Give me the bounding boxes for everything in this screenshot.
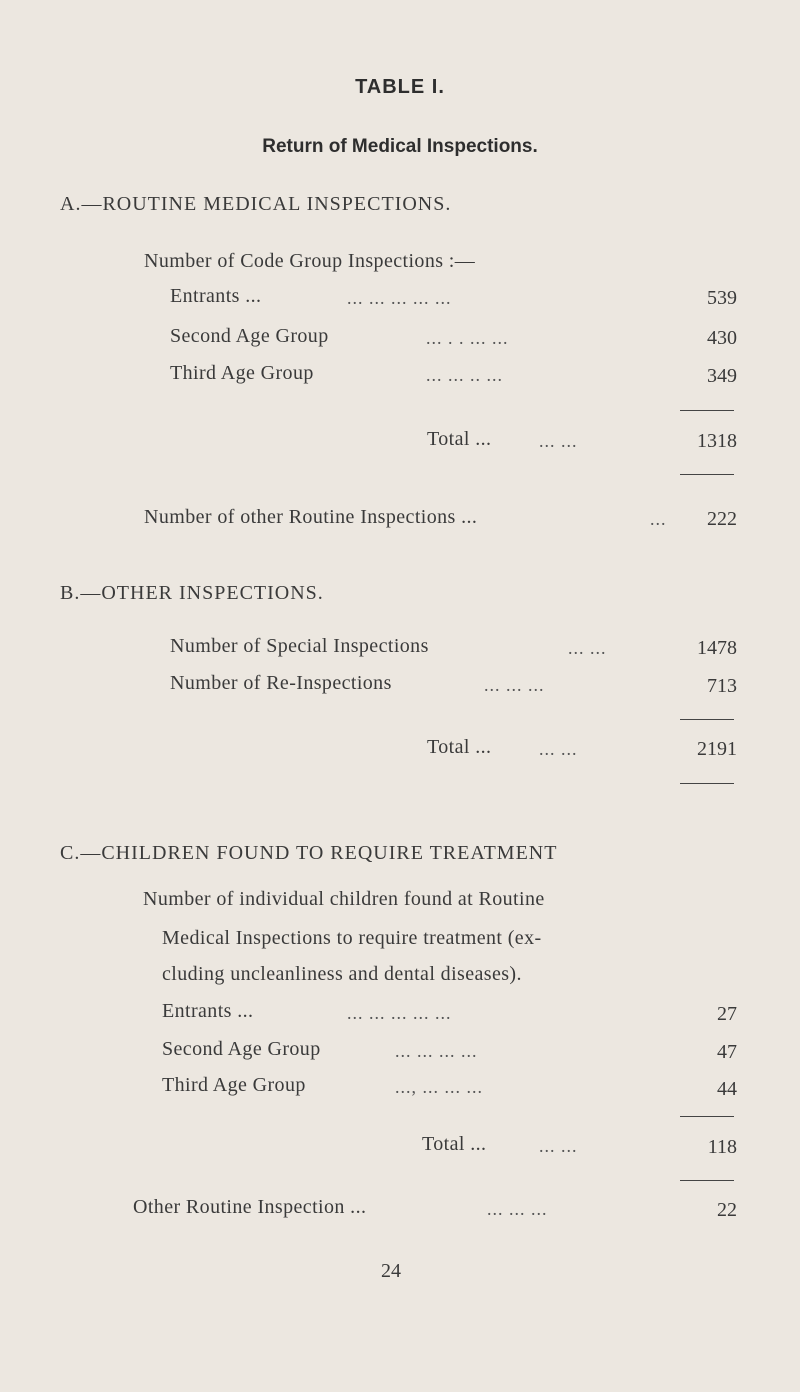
b-row-reinspections-dots: ... ... ... [484,675,545,695]
a-total-value: 1318 [697,430,737,452]
a-row-second-age-dots: ... . . ... ... [426,328,509,348]
table-title: TABLE I. [355,76,445,98]
b-total-dots: ... ... [539,739,578,759]
c-row-third-age-label: Third Age Group [162,1074,306,1096]
b-total-rule-bottom [680,783,734,784]
section-c-heading: C.—CHILDREN FOUND TO REQUIRE TREATMENT [60,842,558,864]
a-other-value: 222 [707,508,737,530]
a-row-entrants-value: 539 [707,287,737,309]
c-row-entrants-label: Entrants ... [162,1000,254,1022]
a-row-third-age-dots: ... ... .. ... [426,365,503,385]
b-row-reinspections-label: Number of Re-Inspections [170,672,392,694]
c-other-value: 22 [717,1199,737,1221]
a-total-label: Total ... [427,428,492,450]
c-other-label: Other Routine Inspection ... [133,1196,367,1218]
c-description-line-3: cluding uncleanliness and dental diseases). [162,963,522,985]
c-row-second-age-label: Second Age Group [162,1038,321,1060]
a-row-second-age-value: 430 [707,327,737,349]
a-total-rule-top [680,410,734,411]
a-other-label: Number of other Routine Inspections ... [144,506,478,528]
c-total-value: 118 [707,1136,737,1158]
c-row-entrants-dots: ... ... ... ... ... [347,1003,452,1023]
section-a-heading: A.—ROUTINE MEDICAL INSPECTIONS. [60,193,452,215]
a-row-third-age-value: 349 [707,365,737,387]
c-total-dots: ... ... [539,1136,578,1156]
c-description-line-1: Number of individual children found at Routine [143,888,545,910]
a-row-entrants-dots: ... ... ... ... ... [347,288,452,308]
a-other-dots: ... [650,509,667,529]
c-total-rule-bottom [680,1180,734,1181]
a-row-entrants-label: Entrants ... [170,285,262,307]
b-total-value: 2191 [697,738,737,760]
a-row-third-age-label: Third Age Group [170,362,314,384]
b-total-label: Total ... [427,736,492,758]
b-row-special-dots: ... ... [568,638,607,658]
b-row-special-label: Number of Special Inspections [170,635,429,657]
b-row-special-value: 1478 [697,637,737,659]
page-number: 24 [381,1260,401,1282]
c-row-second-age-dots: ... ... ... ... [395,1041,478,1061]
c-total-rule-top [680,1116,734,1117]
c-row-second-age-value: 47 [717,1041,737,1063]
c-description-line-2: Medical Inspections to require treatment (ex- [162,927,542,949]
a-total-rule-bottom [680,474,734,475]
b-total-rule-top [680,719,734,720]
a-row-second-age-label: Second Age Group [170,325,329,347]
code-group-label: Number of Code Group Inspections :— [144,250,476,272]
c-row-third-age-value: 44 [717,1078,737,1100]
c-row-third-age-dots: ..., ... ... ... [395,1077,483,1097]
section-b-heading: B.—OTHER INSPECTIONS. [60,582,324,604]
c-total-label: Total ... [422,1133,487,1155]
a-total-dots: ... ... [539,431,578,451]
b-row-reinspections-value: 713 [707,675,737,697]
c-row-entrants-value: 27 [717,1003,737,1025]
table-subtitle: Return of Medical Inspections. [262,136,538,157]
c-other-dots: ... ... ... [487,1199,548,1219]
